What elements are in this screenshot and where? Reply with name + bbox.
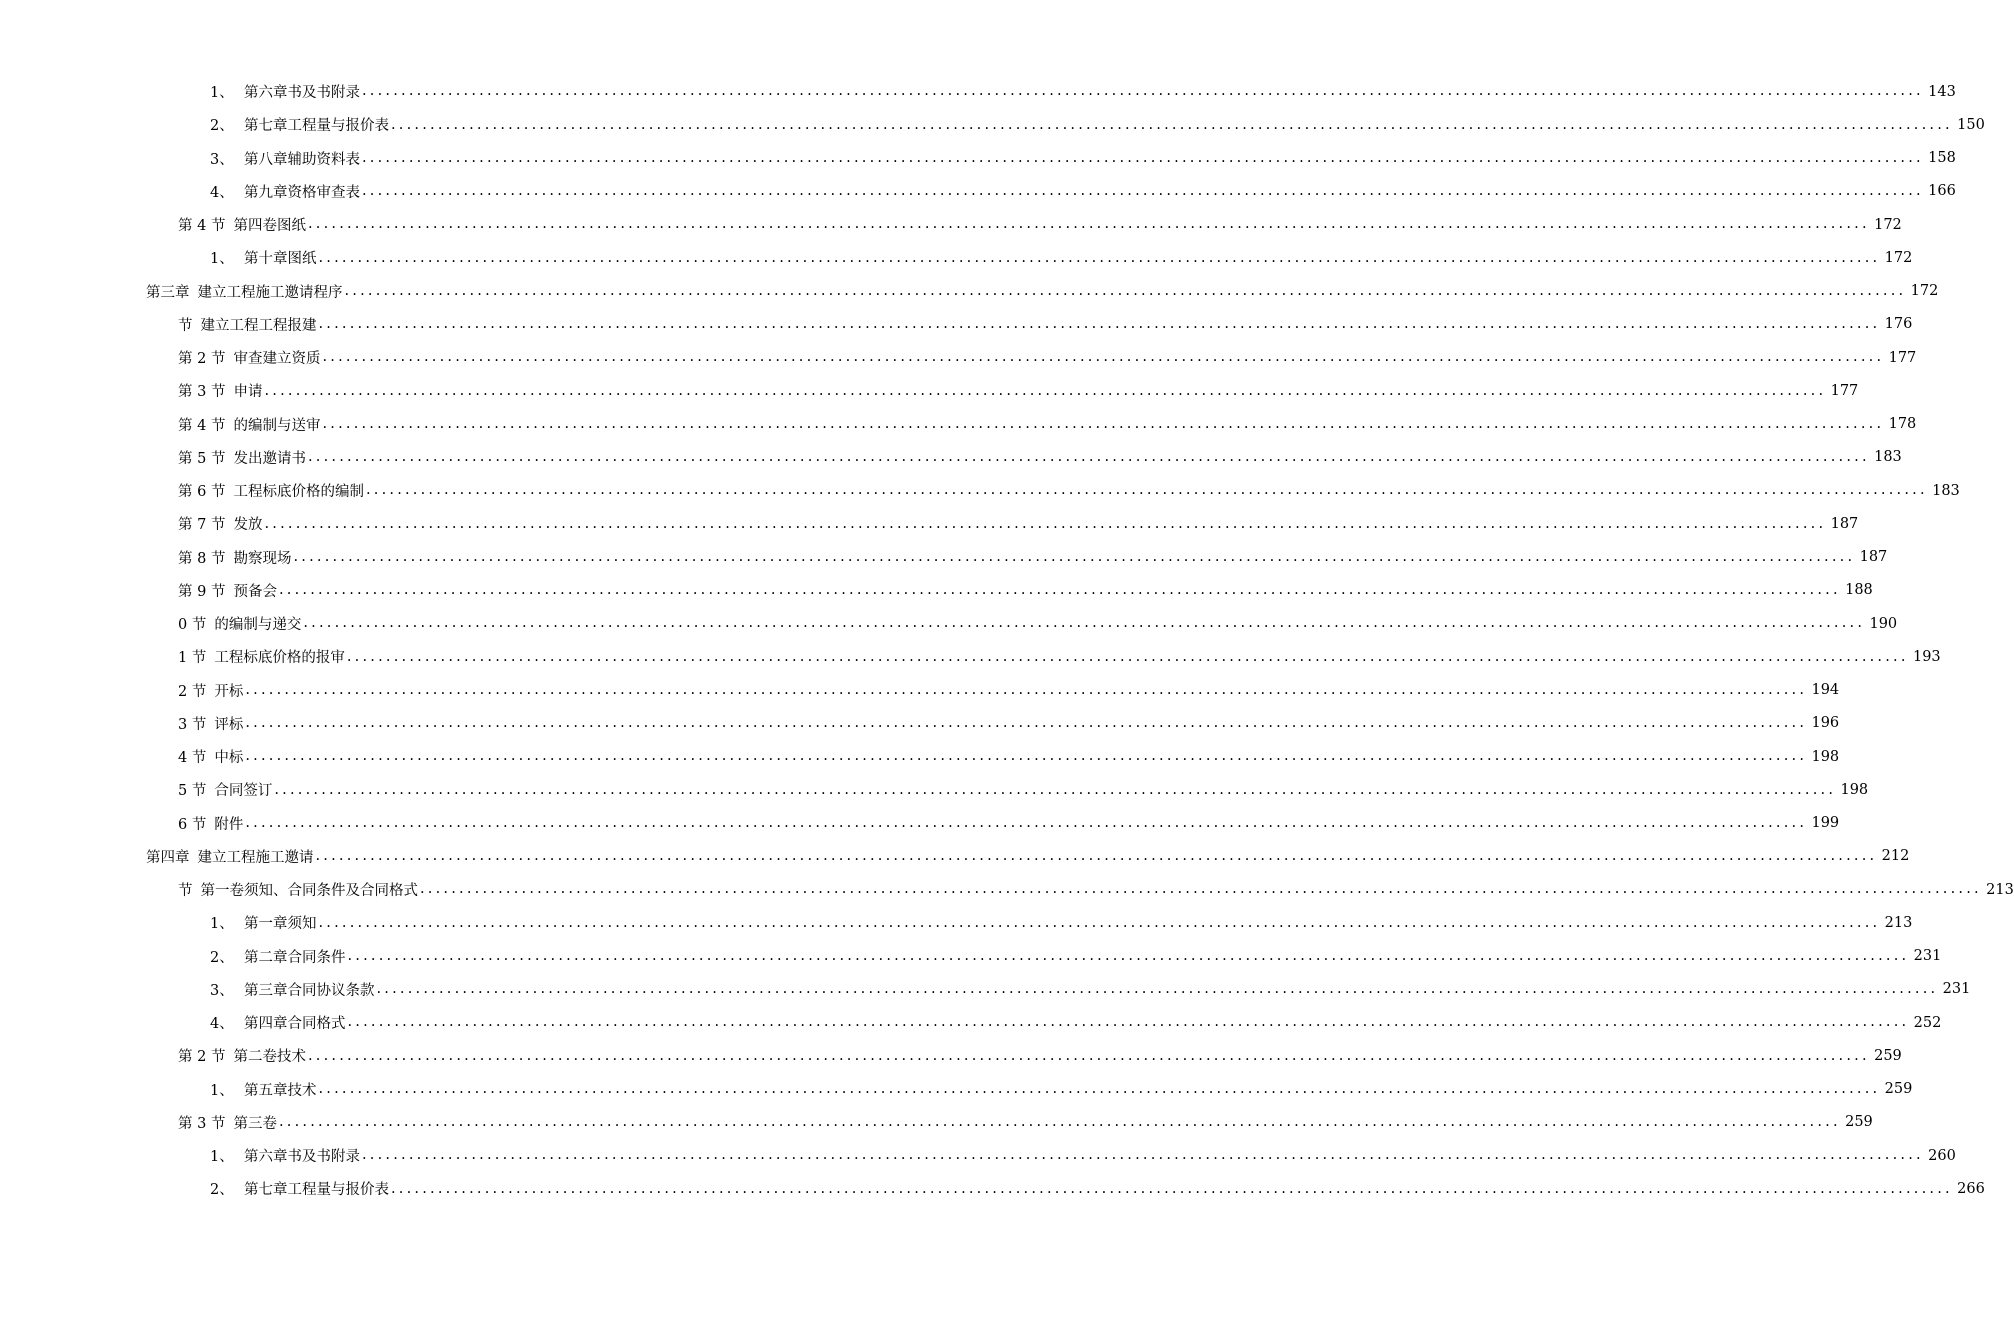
toc-entry — [0, 1106, 1873, 1139]
toc-entry-title: 发放 — [233, 517, 263, 534]
toc-dot-leader: ........................................................................................................................................................................................................ — [362, 1147, 1924, 1164]
toc-entry-title: 第三章合同协议条款 — [244, 982, 375, 999]
toc-entry-heading — [178, 547, 291, 568]
toc-entry-title: 审查建立资质 — [233, 351, 321, 368]
toc-entry-heading — [178, 414, 320, 435]
toc-entry-page-number: 150 — [1957, 116, 1985, 133]
toc-entry-page-number: 199 — [1811, 815, 1840, 832]
toc-dot-leader: ........................................................................................................................................................................................................ — [322, 415, 1885, 432]
toc-entry — [0, 807, 1840, 840]
toc-entry-heading — [178, 580, 277, 601]
toc-entry — [0, 374, 1859, 407]
toc-entry — [0, 973, 1971, 1006]
toc-entry-page-number: 188 — [1845, 582, 1873, 599]
toc-entry-number: 3、 — [210, 151, 234, 168]
toc-entry-heading — [178, 813, 243, 834]
toc-entry — [0, 142, 1956, 175]
toc-entry-title: 第三卷 — [233, 1115, 277, 1132]
toc-entry-number: 6 节 — [178, 816, 207, 833]
toc-entry-page-number: 193 — [1912, 648, 1941, 665]
toc-entry-page-number: 194 — [1811, 682, 1840, 699]
toc-entry-page-number: 213 — [1884, 914, 1913, 931]
toc-entry-page-number: 198 — [1840, 781, 1869, 798]
toc-dot-leader: ........................................................................................................................................................................................................ — [307, 1047, 1870, 1064]
toc-entry-number: 3、 — [210, 982, 234, 999]
toc-entry-title: 第二卷技术 — [233, 1049, 306, 1066]
toc-entry — [0, 1039, 1902, 1072]
toc-entry — [0, 541, 1888, 574]
toc-entry-number: 0 节 — [178, 617, 207, 634]
toc-entry-title: 发出邀请书 — [233, 450, 306, 467]
toc-entry-page-number: 177 — [1888, 349, 1917, 366]
toc-entry-number: 4、 — [210, 1016, 234, 1033]
toc-entry-heading — [146, 281, 343, 302]
toc-entry-heading — [178, 779, 272, 800]
toc-entry — [0, 640, 1941, 673]
toc-entry-title: 建立工程施工邀请 — [197, 849, 314, 866]
toc-entry — [0, 1139, 1956, 1172]
toc-entry-number: 1、 — [210, 1149, 234, 1166]
toc-entry-page-number: 231 — [1913, 948, 1942, 965]
toc-entry — [0, 75, 1956, 108]
toc-entry-page-number: 213 — [1986, 881, 2014, 898]
toc-entry-heading — [178, 680, 243, 701]
toc-entry-heading — [178, 513, 262, 534]
toc-entry-page-number: 177 — [1830, 382, 1859, 399]
toc-entry-title: 的编制与送审 — [233, 417, 321, 434]
toc-entry-page-number: 172 — [1874, 216, 1902, 233]
toc-entry-number: 2、 — [210, 118, 234, 135]
toc-entry-number: 2 节 — [178, 683, 207, 700]
toc-entry-page-number: 183 — [1874, 449, 1902, 466]
toc-entry-heading — [210, 946, 346, 967]
toc-entry-number: 第 3 节 — [178, 1115, 226, 1132]
toc-entry-number: 1、 — [210, 916, 234, 933]
toc-dot-leader: ........................................................................................................................................................................................................ — [303, 615, 1866, 632]
toc-dot-leader: ........................................................................................................................................................................................................ — [347, 1014, 1910, 1031]
toc-entry-title: 第一卷须知、合同条件及合同格式 — [200, 883, 418, 900]
toc-entry — [0, 408, 1917, 441]
toc-entry-number: 第 4 节 — [178, 218, 226, 235]
toc-entry — [0, 674, 1840, 707]
toc-entry-heading — [178, 746, 243, 767]
toc-entry-heading — [210, 1012, 346, 1033]
toc-entry-heading — [178, 613, 301, 634]
toc-entry — [0, 474, 1960, 507]
toc-entry-page-number: 158 — [1928, 150, 1956, 167]
toc-entry-number: 第 7 节 — [178, 517, 226, 534]
toc-dot-leader: ........................................................................................................................................................................................................ — [274, 781, 1837, 798]
toc-entry-title: 工程标底价格的编制 — [233, 484, 364, 501]
toc-entry — [0, 773, 1869, 806]
toc-entry-number: 第 2 节 — [178, 351, 226, 368]
toc-entry-number: 第三章 — [146, 284, 190, 301]
toc-entry-heading — [210, 181, 360, 202]
toc-entry-page-number: 172 — [1910, 283, 1939, 300]
toc-entry — [0, 840, 1910, 873]
toc-entry-title: 第六章书及书附录 — [244, 1149, 360, 1166]
toc-entry-title: 第九章资格审查表 — [244, 184, 360, 201]
toc-entry-heading — [210, 912, 317, 933]
toc-entry-heading — [178, 380, 262, 401]
toc-entry-number: 5 节 — [178, 783, 207, 800]
toc-entry-heading — [178, 447, 306, 468]
toc-entry — [0, 275, 1939, 308]
toc-entry-title: 建立工程工程报建 — [200, 317, 317, 334]
toc-entry-heading — [178, 347, 320, 368]
toc-entry-title: 第一章须知 — [244, 916, 317, 933]
toc-entry — [0, 241, 1913, 274]
toc-entry-page-number: 143 — [1928, 83, 1956, 100]
toc-entry-title: 第八章辅助资料表 — [244, 151, 360, 168]
toc-entry-heading — [178, 1045, 306, 1066]
toc-entry — [0, 873, 2014, 906]
toc-entry-number: 2、 — [210, 1182, 234, 1199]
toc-entry-number: 第 8 节 — [178, 550, 226, 567]
toc-dot-leader: ........................................................................................................................................................................................................ — [344, 282, 1907, 299]
toc-entry-heading — [178, 480, 364, 501]
toc-dot-leader: ........................................................................................................................................................................................................ — [315, 848, 1878, 865]
toc-entry-title: 的编制与递交 — [214, 617, 302, 634]
toc-entry-heading — [210, 81, 360, 102]
toc-entry-page-number: 196 — [1811, 715, 1840, 732]
toc-entry-page-number: 187 — [1830, 515, 1859, 532]
toc-entry — [0, 175, 1956, 208]
toc-entry — [0, 740, 1840, 773]
toc-dot-leader: ........................................................................................................................................................................................................ — [362, 83, 1924, 100]
toc-entry-number: 1 节 — [178, 650, 207, 667]
toc-entry-heading — [178, 879, 418, 900]
toc-dot-leader: ........................................................................................................................................................................................................ — [420, 881, 1982, 898]
toc-dot-leader: ........................................................................................................................................................................................................ — [318, 914, 1881, 931]
toc-entry-number: 1、 — [210, 1082, 234, 1099]
toc-entry-number: 节 — [178, 317, 193, 334]
toc-entry — [0, 108, 1985, 141]
toc-entry-title: 第二章合同条件 — [244, 949, 346, 966]
toc-entry-heading — [178, 214, 306, 235]
toc-entry-number: 节 — [178, 883, 193, 900]
toc-entry-title: 申请 — [233, 384, 263, 401]
toc-entry — [0, 574, 1873, 607]
toc-entry — [0, 308, 1913, 341]
toc-dot-leader: ........................................................................................................................................................................................................ — [322, 349, 1885, 366]
toc-entry — [0, 208, 1902, 241]
toc-entry — [0, 341, 1917, 374]
toc-dot-leader: ........................................................................................................................................................................................................ — [318, 249, 1881, 266]
toc-entry-heading — [178, 1112, 277, 1133]
toc-entry-title: 工程标底价格的报审 — [214, 650, 345, 667]
toc-entry-page-number: 178 — [1888, 416, 1917, 433]
toc-dot-leader: ........................................................................................................................................................................................................ — [362, 183, 1924, 200]
toc-entry-title: 第六章书及书附录 — [244, 85, 360, 102]
toc-entry-page-number: 260 — [1928, 1147, 1956, 1164]
toc-entry-page-number: 252 — [1913, 1014, 1942, 1031]
toc-entry-page-number: 176 — [1884, 316, 1913, 333]
toc-entry-title: 第十章图纸 — [244, 251, 317, 268]
toc-entry-heading — [210, 114, 389, 135]
toc-entry-heading — [210, 1145, 360, 1166]
toc-entry — [0, 940, 1942, 973]
toc-entry-page-number: 172 — [1884, 249, 1913, 266]
toc-entry-heading — [210, 247, 317, 268]
toc-entry-page-number: 166 — [1928, 183, 1956, 200]
toc-entry — [0, 1073, 1913, 1106]
toc-entry-title: 勘察现场 — [233, 550, 292, 567]
toc-dot-leader: ........................................................................................................................................................................................................ — [307, 449, 1870, 466]
toc-dot-leader: ........................................................................................................................................................................................................ — [347, 947, 1910, 964]
toc-dot-leader: ........................................................................................................................................................................................................ — [376, 981, 1939, 998]
toc-entry-page-number: 212 — [1881, 848, 1910, 865]
toc-entry — [0, 607, 1898, 640]
toc-entry-number: 1、 — [210, 251, 234, 268]
toc-entry-heading — [178, 713, 243, 734]
toc-entry-number: 1、 — [210, 85, 234, 102]
toc-entry-number: 第 6 节 — [178, 484, 226, 501]
toc-entry-page-number: 190 — [1869, 615, 1898, 632]
toc-entry-number: 第 2 节 — [178, 1049, 226, 1066]
toc-entry-heading — [178, 314, 317, 335]
toc-entry — [0, 507, 1859, 540]
toc-entry-heading — [210, 979, 375, 1000]
table-of-contents — [0, 75, 2014, 1206]
toc-entry-number: 3 节 — [178, 716, 207, 733]
toc-dot-leader: ........................................................................................................................................................................................................ — [245, 715, 1808, 732]
toc-entry-number: 4、 — [210, 184, 234, 201]
toc-entry — [0, 906, 1913, 939]
toc-entry-page-number: 259 — [1874, 1047, 1902, 1064]
toc-dot-leader: ........................................................................................................................................................................................................ — [264, 515, 1827, 532]
toc-entry — [0, 441, 1902, 474]
toc-entry-number: 第 9 节 — [178, 583, 226, 600]
toc-dot-leader: ........................................................................................................................................................................................................ — [318, 316, 1881, 333]
toc-dot-leader: ........................................................................................................................................................................................................ — [245, 748, 1808, 765]
toc-dot-leader: ........................................................................................................................................................................................................ — [318, 1080, 1881, 1097]
toc-dot-leader: ........................................................................................................................................................................................................ — [307, 216, 1870, 233]
toc-entry-heading — [178, 646, 345, 667]
toc-entry-heading — [146, 846, 314, 867]
toc-dot-leader: ........................................................................................................................................................................................................ — [346, 648, 1909, 665]
toc-entry-number: 第 3 节 — [178, 384, 226, 401]
toc-entry-number: 4 节 — [178, 750, 207, 767]
toc-entry-title: 附件 — [214, 816, 244, 833]
toc-dot-leader: ........................................................................................................................................................................................................ — [391, 116, 1953, 133]
toc-entry-heading — [210, 1178, 389, 1199]
toc-entry-title: 第四章合同格式 — [244, 1016, 346, 1033]
toc-dot-leader: ........................................................................................................................................................................................................ — [365, 482, 1928, 499]
toc-dot-leader: ........................................................................................................................................................................................................ — [245, 681, 1808, 698]
toc-entry-title: 第七章工程量与报价表 — [244, 118, 389, 135]
toc-entry-title: 合同签订 — [214, 783, 273, 800]
toc-entry-heading — [210, 1079, 317, 1100]
toc-entry-number: 2、 — [210, 949, 234, 966]
toc-entry-title: 开标 — [214, 683, 244, 700]
toc-dot-leader: ........................................................................................................................................................................................................ — [391, 1180, 1953, 1197]
toc-dot-leader: ........................................................................................................................................................................................................ — [278, 582, 1841, 599]
toc-dot-leader: ........................................................................................................................................................................................................ — [278, 1114, 1841, 1131]
toc-entry-title: 评标 — [214, 716, 244, 733]
toc-entry — [0, 1006, 1942, 1039]
toc-dot-leader: ........................................................................................................................................................................................................ — [293, 548, 1856, 565]
toc-entry-page-number: 187 — [1859, 549, 1888, 566]
toc-entry-number: 第四章 — [146, 849, 190, 866]
toc-entry-page-number: 266 — [1957, 1180, 1985, 1197]
toc-entry-page-number: 198 — [1811, 748, 1840, 765]
toc-dot-leader: ........................................................................................................................................................................................................ — [245, 814, 1808, 831]
toc-entry-title: 第五章技术 — [244, 1082, 317, 1099]
toc-entry-page-number: 183 — [1932, 482, 1960, 499]
toc-entry-title: 第四卷图纸 — [233, 218, 306, 235]
toc-dot-leader: ........................................................................................................................................................................................................ — [264, 382, 1827, 399]
toc-entry-title: 预备会 — [233, 583, 277, 600]
toc-entry-title: 第七章工程量与报价表 — [244, 1182, 389, 1199]
toc-entry-title: 中标 — [214, 750, 244, 767]
toc-entry-page-number: 231 — [1942, 981, 1971, 998]
toc-entry-page-number: 259 — [1845, 1114, 1873, 1131]
toc-entry-page-number: 259 — [1884, 1081, 1913, 1098]
toc-dot-leader: ........................................................................................................................................................................................................ — [362, 149, 1924, 166]
toc-entry — [0, 1172, 1985, 1205]
toc-entry — [0, 707, 1840, 740]
toc-entry-number: 第 4 节 — [178, 417, 226, 434]
toc-entry-title: 建立工程施工邀请程序 — [197, 284, 343, 301]
toc-entry-heading — [210, 148, 360, 169]
toc-entry-number: 第 5 节 — [178, 450, 226, 467]
